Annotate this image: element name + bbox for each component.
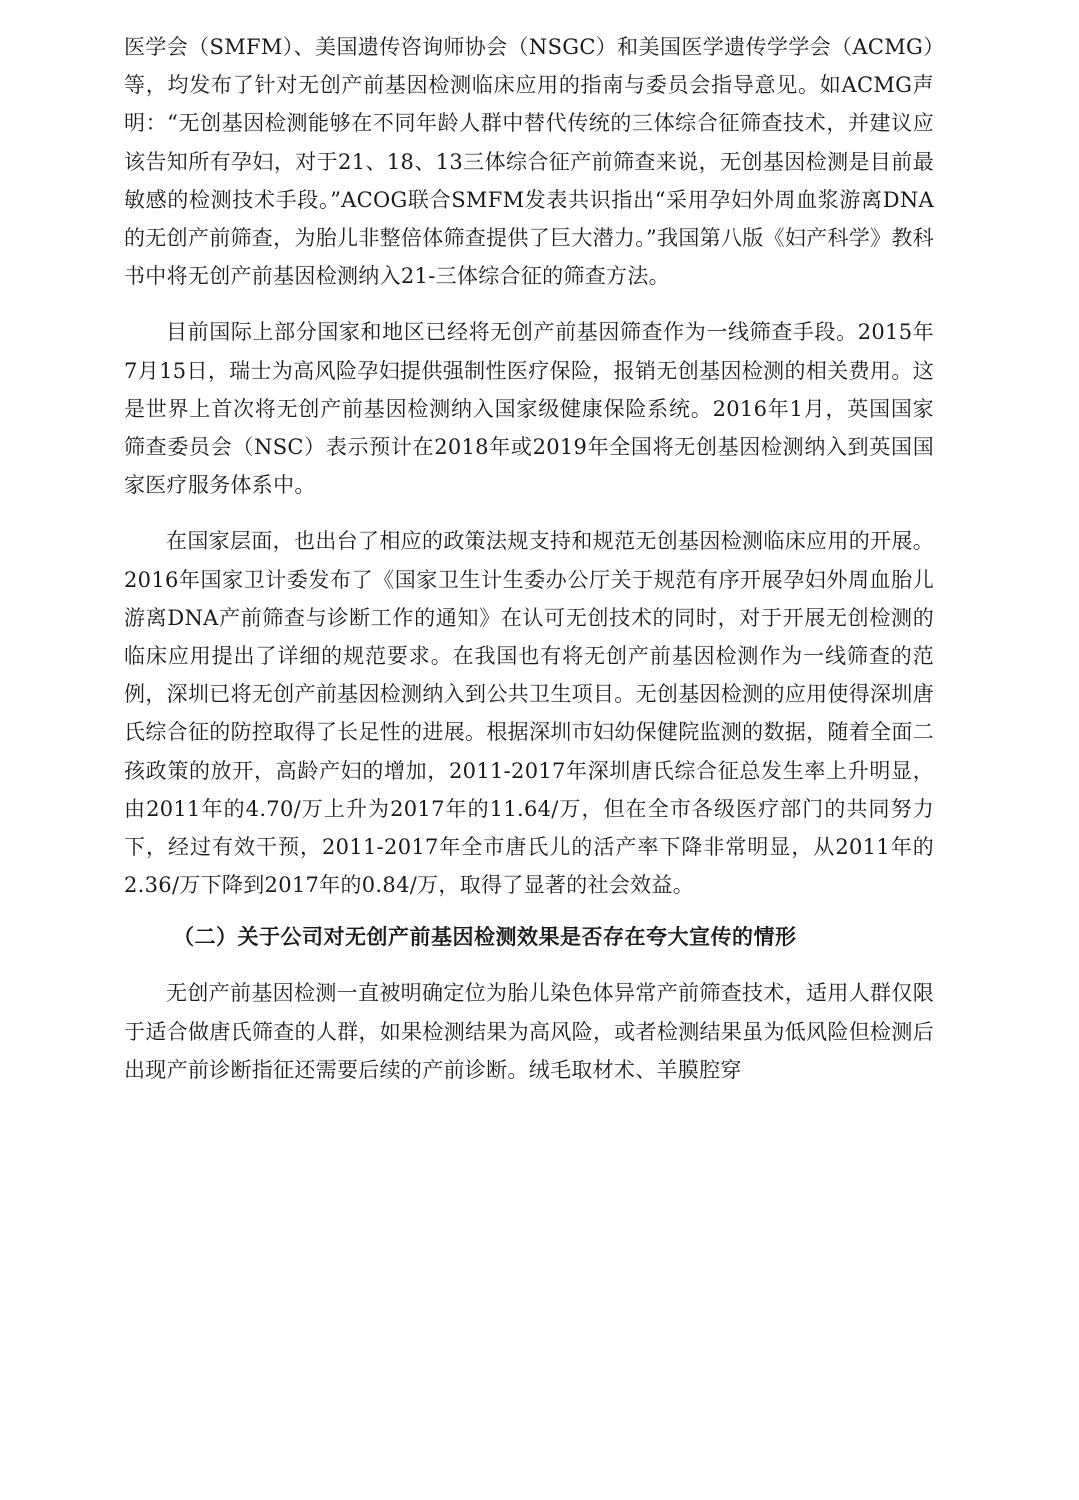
paragraph-national-policy: 在国家层面，也出台了相应的政策法规支持和规范无创基因检测临床应用的开展。2016年国家卫计委发布了《国家卫生计生委办公厅关于规范有序开展孕妇外周血胎儿游离DNA产前筛查与诊断工作的通知》在认可无创技术的同时，对于开展无创检测的临床应用提出了详细的规范要求。在我国也有将无创产前基因检测作为一线筛查的范例，深圳已将无创产前基因检测纳入到公共卫生项目。无创基因检测的应用使得深圳唐氏综合征的防控取得了长足性的进展。根据深圳市妇幼保健院监测的数据，随着全面二孩政策的放开，高龄产妇的增加，2011-2017年深圳唐氏综合征总发生率上升明显，由2011年的4.70/万上升为2017年的11.64/万，但在全市各级医疗部门的共同努力下，经过有效干预，2011-2017年全市唐氏儿的活产率下降非常明显，从2011年的2.36/万下降到2017年的0.84/万，取得了显著的社会效益。 xyxy=(124,529,934,898)
paragraph-spacer xyxy=(124,904,934,918)
paragraph-spacer xyxy=(124,295,934,313)
document-body xyxy=(124,28,934,1089)
paragraph-spacer xyxy=(124,504,934,522)
paragraph-guidelines: 医学会（SMFM）、美国遗传咨询师协会（NSGC）和美国医学遗传学学会（ACMG）等，均发布了针对无创产前基因检测临床应用的指南与委员会指导意见。如ACMG声明：“无创基因检测能够在不同年龄人群中替代传统的三体综合征筛查技术，并建议应该告知所有孕妇，对于21、18、13三体综合征产前筛查来说，无创基因检测是目前最敏感的检测技术手段。”ACOG联合SMFM发表共识指出“采用孕妇外周血浆游离DNA的无创产前筛查，为胎儿非整倍体筛查提供了巨大潜力。”我国第八版《妇产科学》教科书中将无创产前基因检测纳入21-三体综合征的筛查方法。 xyxy=(124,35,934,289)
paragraph-international: 目前国际上部分国家和地区已经将无创产前基因筛查作为一线筛查手段。2015年7月15日，瑞士为高风险孕妇提供强制性医疗保险，报销无创基因检测的相关费用。这是世界上首次将无创产前基因检测纳入国家级健康保险系统。2016年1月，英国国家筛查委员会（NSC）表示预计在2018年或2019年全国将无创基因检测纳入到英国国家医疗服务体系中。 xyxy=(124,320,934,498)
paragraph-positioning: 无创产前基因检测一直被明确定位为胎儿染色体异常产前筛查技术，适用人群仅限于适合做唐氏筛查的人群，如果检测结果为高风险，或者检测结果虽为低风险但检测后出现产前诊断指征还需要后续的产前诊断。绒毛取材术、羊膜腔穿 xyxy=(124,981,934,1082)
paragraph-spacer xyxy=(124,956,934,974)
section-heading: （二）关于公司对无创产前基因检测效果是否存在夸大宣传的情形 xyxy=(173,925,797,950)
